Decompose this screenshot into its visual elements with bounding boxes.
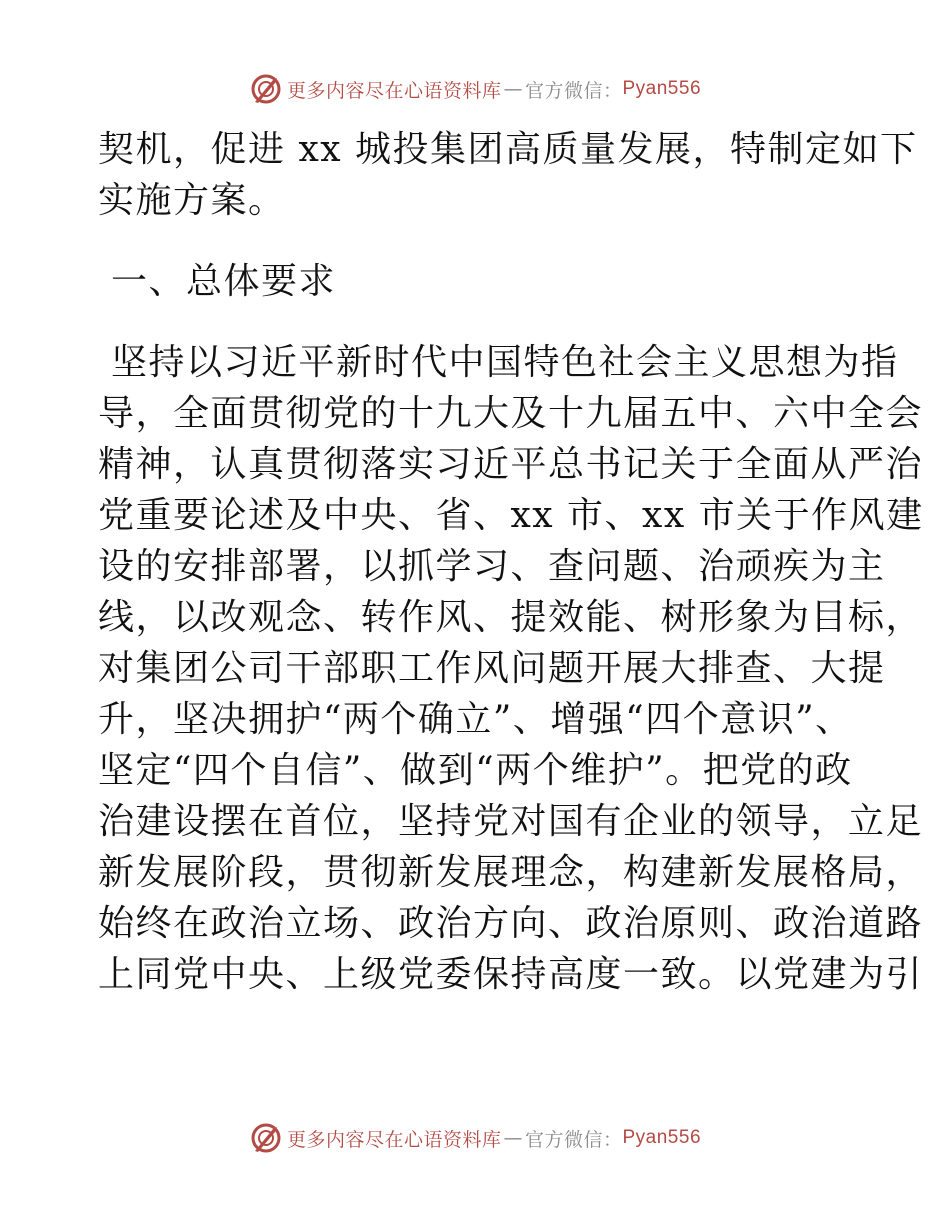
text-line: 治建设摆在首位，坚持党对国有企业的领导，立足 [98,801,924,842]
watermark-wechat-id: Pyan556 [622,78,702,99]
text-line: 坚定“四个自信”、做到“两个维护”。把党的政 [98,750,853,791]
watermark-text: 更多内容尽在心语资料库 [286,79,502,102]
watermark-wechat-id: Pyan556 [622,1127,702,1148]
quill-logo-icon [249,1121,283,1155]
text-line: 升，坚决拥护“两个确立”、增强“四个意识”、 [98,699,853,740]
text-line: 实施方案。 [98,180,286,221]
section-heading: 一、总体要求 [98,261,336,302]
text-line: 对集团公司干部职工作风问题开展大排查、大提 [98,648,886,689]
footer-watermark [0,1121,950,1155]
watermark-text: 更多内容尽在心语资料库 [286,1128,502,1151]
quill-logo-icon [249,72,283,106]
header-watermark [0,72,950,106]
watermark-separator: — [503,78,523,100]
text-line: 始终在政治立场、政治方向、政治原则、政治道路 [98,903,924,944]
text-line: 线，以改观念、转作风、提效能、树形象为目标， [98,597,924,638]
text-line: 党重要论述及中央、省、xx 市、xx 市关于作风建 [98,495,924,536]
text-line: 契机，促进 xx 城投集团高质量发展，特制定如下 [98,129,918,170]
text-line: 坚持以习近平新时代中国特色社会主义思想为指 [98,342,899,383]
text-line: 设的安排部署，以抓学习、查问题、治顽疾为主 [98,546,886,587]
text-line: 精神，认真贯彻落实习近平总书记关于全面从严治 [98,444,924,485]
text-line: 上同党中央、上级党委保持高度一致。以党建为引 [98,954,924,995]
watermark-official-label: 官方微信： [524,1128,623,1151]
watermark-official-label: 官方微信： [524,79,623,102]
document-body [98,124,924,1000]
text-line: 新发展阶段，贯彻新发展理念，构建新发展格局， [98,852,924,893]
text-line: 导，全面贯彻党的十九大及十九届五中、六中全会 [98,393,924,434]
watermark-separator: — [503,1127,523,1149]
